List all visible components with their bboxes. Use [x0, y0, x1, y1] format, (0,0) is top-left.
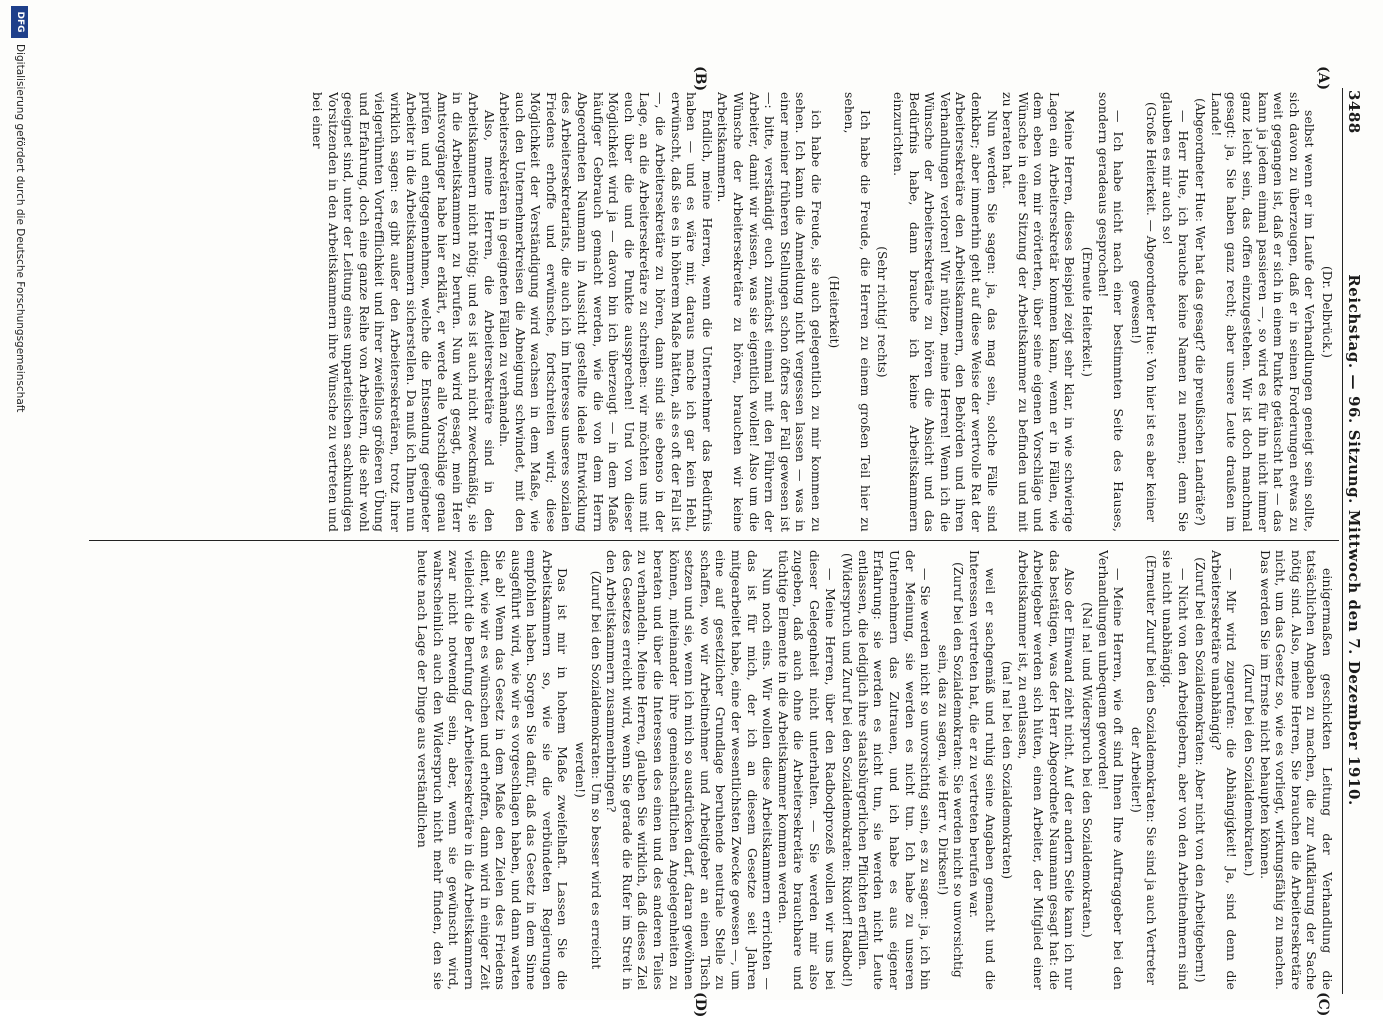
text-column-left [85, 92, 1335, 532]
digitization-footer [7, 6, 33, 966]
paragraph: Das ist mir in hohem Maße zweifelhaft. Lassen Sie die Arbeitskammern so, wie sie die verbündeten Regierungen empfohlen haben. Sorgen Sie dafür, daß das Gesetz in dem Sinne ausgeführt wird, wie wir es vorgeschlagen haben, und dann warten Sie ab! Wenn das Gesetz in dem Maße den Zielen des Friedens dient, wie wir es wünschen und erhoffen, dann wird in einiger Zeit vielleicht die Berufung der Arbeitersekretäre in die Arbeitskammern zwar nicht notwendig sein, aber, wenn sie gewünscht wird, wahrscheinlich auch den Widerspruch nicht mehr finden, den sie heute nach Lage der Dinge aus verständlichen [415, 550, 571, 990]
paragraph: Nun noch eins. Wir wollen diese Arbeitskammern errichten — das ist für mich, der ich an diesem Gesetze seit Jahren mitgearbeitet habe, eine der wesentlichsten Zwecke gewesen —, um eine auf gesetzlicher Grundlage beruhende neutrale Stelle zu schaffen, wo wir Arbeitnehmer und Arbeitgeber an einen Tisch setzen und sie, wenn ich mich so ausdrücken darf, daran gewöhnen können, miteinander ihre gemeinschaftlichen Angelegenheiten zu beraten und über die Interessen des einen und des anderen Teiles zu verhandeln. Meine Herren, glauben Sie wirklich, daß dieses Ziel des Gesetzes erreicht wird, wenn Sie gerade die Rufer im Streit in den Arbeitskammern zusammenbringen? [604, 550, 776, 990]
speaker-name: (Dr. Delbrück.) [1320, 265, 1334, 359]
paragraph: — Nicht von den Arbeitgebern, aber von den Arbeitnehmern sind sie nicht unabhängig. [1160, 550, 1191, 990]
margin-marker-a: (A) [1315, 66, 1331, 91]
interjection: (Abgeordneter Hue: Wer hat das gesagt? die preußischen Landräte?) [1193, 98, 1208, 526]
interjection: (Zuruf bei den Sozialdemokraten: Aber nicht von den Arbeitgebern!) [1193, 557, 1208, 983]
interjection: (na! na! bei den Sozialdemokraten) [1000, 660, 1015, 880]
interjection: (Große Heiterkeit. — Abgeordneter Hue: Von hier ist es aber keiner gewesen!) [1128, 101, 1159, 523]
page-title: Reichstag. — 96. Sitzung. Mittwoch den 7. Dezember 1910. [1345, 274, 1363, 806]
interjection: (Zuruf bei den Sozialdemokraten.) [1242, 663, 1257, 877]
footer-credit: Digitalisierung gefördert durch die Deutsche Forschungsgemeinschaft [14, 44, 26, 413]
interjection: (Erneuter Zuruf bei den Sozialdemokraten: Sie sind ja auch Vertreter der Arbeiter!) [1128, 555, 1159, 985]
interjection: (Zuruf bei den Sozialdemokraten: Sie werden nicht so unvorsichtig sein, das zu sagen, wie Herr v. Dirksen!) [935, 562, 966, 978]
interjection: (Sehr richtig! rechts) [875, 246, 890, 378]
text-column-right [85, 550, 1335, 990]
paragraph: ich habe die Freude, sie auch gelegentlich zu mir kommen zu sehen. Ich kann die Anmeldung nicht vergessen lassen — was in einer meiner früheren Stellungen schon öfters der Fall gewesen ist —: bitte, verständigt euch zunächst einmal mit den Führern der Arbeiter, damit wir wissen, was sie eigentlich wollen! Also um die Wünsche der Arbeitersekretäre zu hören, brauchen wir keine Arbeitskammern. [715, 92, 824, 532]
paragraph: — Meine Herren, über den Radbodprozeß wollen wir uns bei dieser Gelegenheit nicht unterhalten. — Sie werden mir also zugeben, daß auch ohne die Arbeitersekretäre brauchbare und tüchtige Elemente in die Arbeitskammer kommen werden. [775, 550, 838, 990]
paragraph: Ich habe die Freude, die Herren zu einem großen Teil hier zu sehen, [842, 92, 873, 532]
paragraph: Endlich, meine Herren, wenn die Unternehmer das Bedürfnis haben — und es wäre mir, daraus mache ich gar kein Hehl, erwünscht, daß sie es in höherem Maße hätten, als es oft der Fall ist —, die Arbeitersekretäre zu hören, dann sind sie ebenso in der Lage, an die Arbeitersekretäre zu schreiben: wir möchten uns mit euch über die und die Punkte aussprechen! Und von dieser Möglichkeit wird ja — davon bin ich überzeugt — in dem Maße häufiger Gebrauch gemacht werden, wie die von dem Herrn Abgeordneten Naumann in Aussicht gestellte ideale Entwicklung des Arbeitersekretariats, die auch ich im Interesse unseres sozialen Friedens erhoffe und erwünsche, fortschreiten wird; diese Möglichkeit der Verständigung wird wachsen in dem Maße, wie auch den Unternehmerkreisen die Abneigung schwindet, mit den Arbeitersekretären in geeigneten Fällen zu verhandeln. [497, 92, 715, 532]
column-divider [89, 540, 1339, 541]
dfg-logo-icon: DFG [12, 6, 29, 38]
paragraph: selbst wenn er im Laufe der Verhandlungen geneigt sein sollte, sich davon zu überzeugen, daß er in seinen Forderungen etwas zu weit gegangen ist, daß er sich in einem Punkte getäuscht hat — das kann ja jedem einmal passieren —, so wird es für ihn nicht immer ganz leicht sein, das offen einzugestehen. Wir ist doch manchmal gesagt: ja, Sie haben ganz recht; aber unsere Leute draußen im Lande! [1208, 92, 1318, 532]
interjection: (Na! na! und Widerspruch bei den Sozialdemokraten.) [1080, 602, 1095, 938]
paragraph: einigermaßen geschickten Leitung der Verhandlung die tatsächlichen Angaben zu machen, die zur Aufklärung der Sache nötig sind. Also, meine Herren, Sie brauchen die Arbeitersekretäre nicht, um das Gesetz so, wie es vorliegt, wirkungsfähig zu machen. Das werden Sie im Ernste nicht behaupten können. [1257, 550, 1335, 990]
margin-marker-d: (D) [692, 992, 708, 1017]
paragraph: Also der Einwand zieht nicht. Auf der andern Seite kann ich nur das bestätigen, was der Herr Abgeordnete Naumann gesagt hat: die Arbeitgeber werden sich hüten, einen Arbeiter, der Mitglied einer Arbeitskammer ist, zu entlassen, [1015, 550, 1078, 990]
margin-marker-c: (C) [1315, 992, 1331, 1017]
paragraph: Also, meine Herren, die Arbeitersekretäre sind in den Arbeitskammern nicht nötig; und es ist auch nicht zweckmäßig, sie in die Arbeitskammern zu berufen. Nun wird gesagt, mein Herr Amtsvorgänger habe hier erklärt, er werde alle Vorschläge genau prüfen und entgegennehmen, welche die Entsendung geeigneter Arbeiter in die Arbeitskammern sicherstellen. Da muß ich Ihnen nun wirklich sagen: es gibt außer den Arbeitersekretären, trotz ihrer vielgerühmten Vortrefflichkeit und ihrer zweifellos größeren Übung und Erfahrung, doch eine ganze Reihe von Arbeitern, die sehr wohl geeignet sind, unter der Leitung eines unparteiischen sachkundigen Vorsitzenden in den Arbeitskammern ihre Wünsche zu vertreten und bei einer [310, 92, 497, 532]
header-rule [1342, 88, 1343, 994]
page-number: 3488 [1345, 90, 1363, 134]
interjection: (Zuruf bei den Sozialdemokraten: Um so besser wird es erreicht werden!) [573, 570, 603, 970]
margin-marker-b: (B) [692, 66, 708, 92]
page-header [1335, 90, 1375, 990]
paragraph: — Mir wird zugerufen: die Abhängigkeit! Ja, sind denn die Arbeitersekretäre unabhängig? [1208, 550, 1240, 990]
paragraph: weil er sachgemäß und ruhig seine Angaben gemacht und die Interessen vertreten hat, die er zu vertreten berufen war. [966, 550, 998, 990]
interjection: (Erneute Heiterkeit.) [1080, 246, 1095, 378]
paragraph: — Herr Hue, ich brauche keine Namen zu nennen; denn Sie glauben es mir auch so! [1160, 92, 1191, 532]
interjection: (Widerspruch und Zuruf bei den Sozialdemokraten: Rixdorf! Radbod!) [840, 552, 855, 988]
paragraph: Nun werden Sie sagen: ja, das mag sein, solche Fälle sind denkbar; aber immerhin geht auf diese Weise der wertvolle Rat der Arbeitersekretäre den Arbeitskammern, den Behörden und ihren Verhandlungen verloren! Wir nützen, meine Herren! Wenn ich die Wünsche der Arbeitersekretäre zu hören die Absicht und das Bedürfnis habe, dann brauche ich keine Arbeitskammern einzurichten. [890, 92, 1000, 532]
paragraph: — Ich habe nicht nach einer bestimmten Seite des Hauses, sondern geradeaus gesprochen! [1095, 92, 1127, 532]
paragraph: Meine Herren, dieses Beispiel zeigt sehr klar, in wie schwierige Lagen ein Arbeitersekretär kommen kann, wenn er in Fällen, wie dem eben von mir erörterten, über seine eigenen Vorschläge und Wünsche in einer Sitzung der Arbeitskammer zu befinden und mit zu beraten hat. [1000, 92, 1078, 532]
paragraph: — Sie werden nicht so unvorsichtig sein, es zu sagen: ja, ich bin der Meinung, sie werden es nicht tun. Ich habe zu unseren Unternehmern das Zutrauen, und ich habe es aus eigener Erfahrung: sie werden es nicht tun, sie werden nicht Leute entlassen, die lediglich ihre staatsbürgerlichen Pflichten erfüllen. [855, 550, 934, 990]
paragraph: — Meine Herren, wie oft sind Ihnen Ihre Auftraggeber bei den Verhandlungen unbequem geworden! [1095, 550, 1127, 990]
interjection: (Heiterkeit) [826, 275, 841, 349]
